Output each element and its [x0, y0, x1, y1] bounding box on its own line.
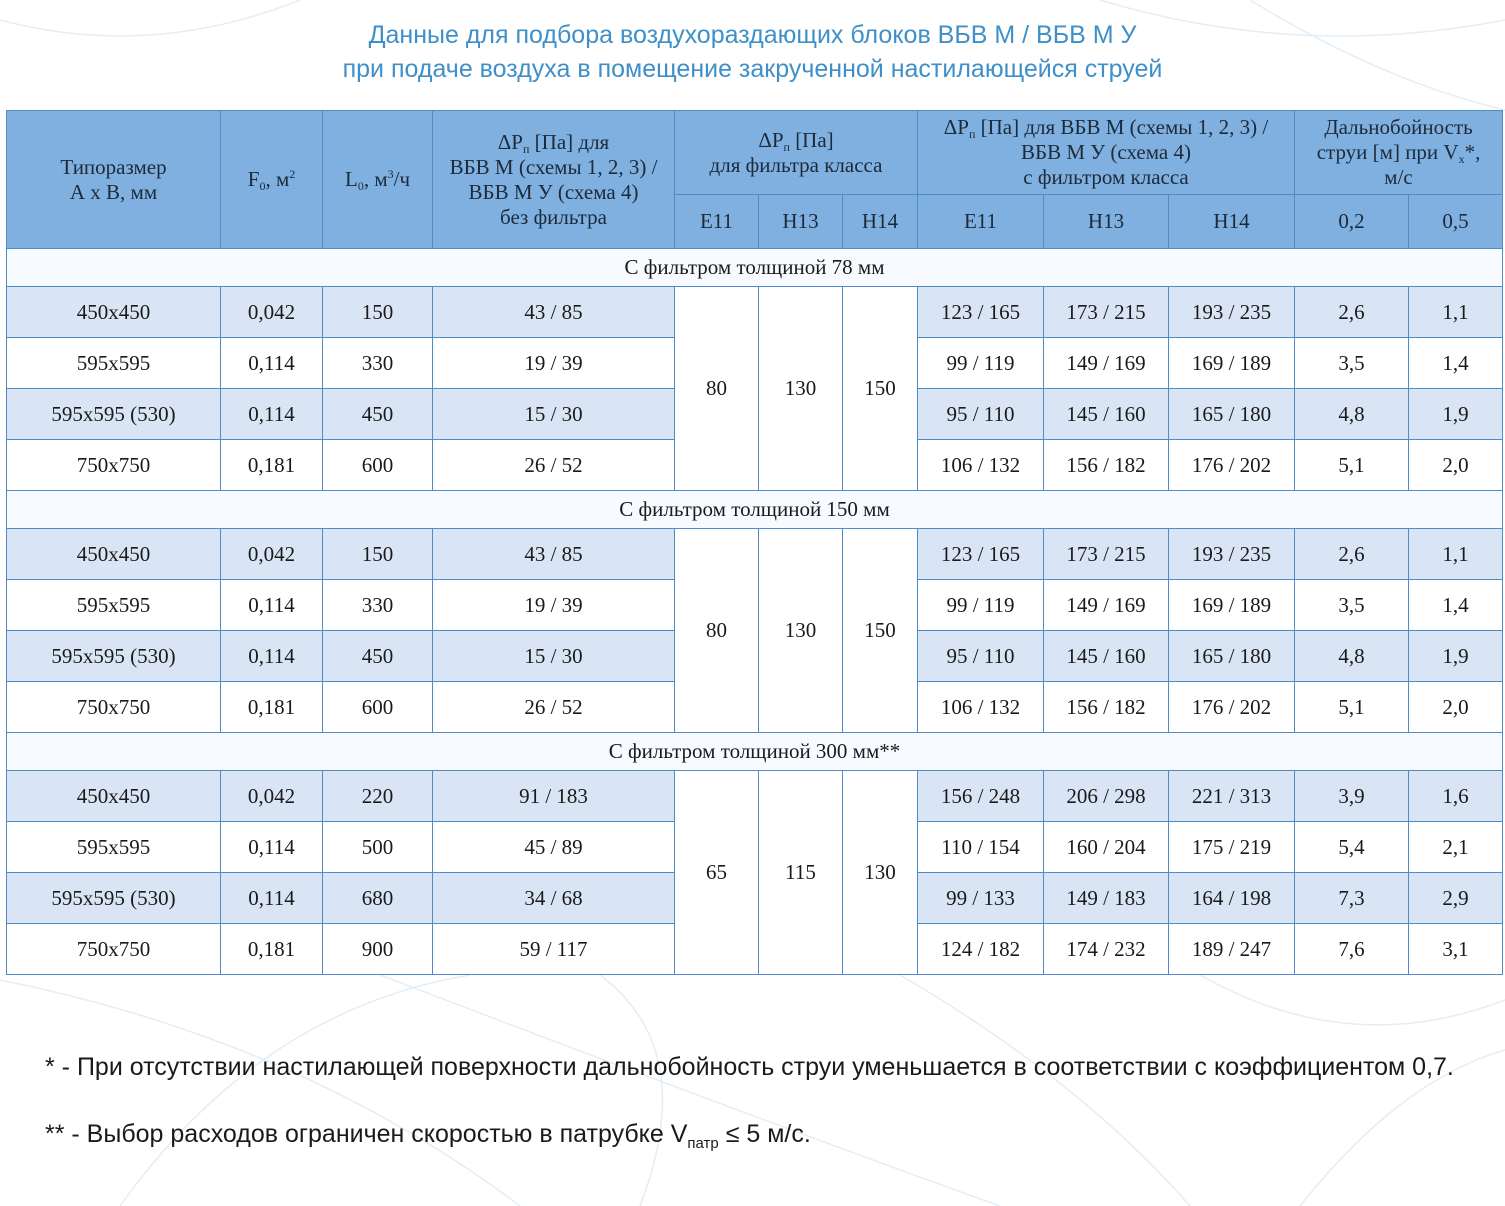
- cell-throw-02: 4,8: [1295, 631, 1409, 682]
- cell-filter-e11: 80: [675, 287, 759, 491]
- cell-total-h13: 156 / 182: [1044, 682, 1169, 733]
- section-label: С фильтром толщиной 300 мм**: [7, 733, 1503, 771]
- cell-total-e11: 95 / 110: [918, 631, 1044, 682]
- cell-total-e11: 99 / 119: [918, 580, 1044, 631]
- cell-size: 450х450: [7, 529, 221, 580]
- cell-throw-02: 5,1: [1295, 682, 1409, 733]
- header-filter-h13: Н13: [759, 195, 843, 249]
- cell-throw-02: 2,6: [1295, 529, 1409, 580]
- cell-dp: 91 / 183: [433, 771, 675, 822]
- cell-l0: 600: [323, 682, 433, 733]
- header-filter-h14: Н14: [843, 195, 918, 249]
- cell-total-h14: 175 / 219: [1169, 822, 1295, 873]
- cell-filter-h13: 115: [759, 771, 843, 975]
- cell-total-h14: 165 / 180: [1169, 389, 1295, 440]
- cell-l0: 330: [323, 338, 433, 389]
- cell-throw-05: 1,4: [1409, 338, 1503, 389]
- cell-l0: 330: [323, 580, 433, 631]
- cell-throw-02: 3,9: [1295, 771, 1409, 822]
- cell-size: 750х750: [7, 440, 221, 491]
- cell-filter-h14: 150: [843, 529, 918, 733]
- cell-total-h14: 193 / 235: [1169, 287, 1295, 338]
- header-total-e11: Е11: [918, 195, 1044, 249]
- cell-total-h13: 173 / 215: [1044, 529, 1169, 580]
- cell-size: 595х595 (530): [7, 873, 221, 924]
- header-dp-no-filter: $\Delta Р_п$ [Па] для ВБВ М (схемы 1, 2, 3) / ВБВ М У (схема 4) без фильтра: [433, 111, 675, 249]
- cell-total-h14: 169 / 189: [1169, 580, 1295, 631]
- cell-l0: 150: [323, 287, 433, 338]
- cell-dp: 19 / 39: [433, 338, 675, 389]
- cell-f0: 0,042: [221, 771, 323, 822]
- cell-f0: 0,042: [221, 287, 323, 338]
- cell-throw-05: 2,0: [1409, 440, 1503, 491]
- cell-throw-02: 3,5: [1295, 580, 1409, 631]
- cell-dp: 34 / 68: [433, 873, 675, 924]
- cell-dp: 15 / 30: [433, 631, 675, 682]
- cell-total-h14: 164 / 198: [1169, 873, 1295, 924]
- cell-total-e11: 123 / 165: [918, 529, 1044, 580]
- cell-l0: 450: [323, 631, 433, 682]
- cell-dp: 45 / 89: [433, 822, 675, 873]
- header-throw: Дальнобойность струи [м] при $V_x*$, м/с: [1295, 111, 1503, 195]
- cell-total-h14: 221 / 313: [1169, 771, 1295, 822]
- cell-throw-02: 7,3: [1295, 873, 1409, 924]
- cell-total-e11: 106 / 132: [918, 440, 1044, 491]
- header-velocity-05: 0,5: [1409, 195, 1503, 249]
- header-total-h14: Н14: [1169, 195, 1295, 249]
- cell-throw-02: 5,4: [1295, 822, 1409, 873]
- selection-data-table: [6, 110, 1503, 975]
- cell-total-e11: 99 / 133: [918, 873, 1044, 924]
- cell-throw-02: 7,6: [1295, 924, 1409, 975]
- section-label: С фильтром толщиной 78 мм: [7, 249, 1503, 287]
- cell-dp: 43 / 85: [433, 287, 675, 338]
- cell-total-h14: 165 / 180: [1169, 631, 1295, 682]
- table-row: [7, 529, 1503, 580]
- cell-total-e11: 95 / 110: [918, 389, 1044, 440]
- cell-filter-h14: 150: [843, 287, 918, 491]
- cell-f0: 0,181: [221, 440, 323, 491]
- cell-l0: 900: [323, 924, 433, 975]
- header-filter-e11: Е11: [675, 195, 759, 249]
- cell-total-h13: 149 / 183: [1044, 873, 1169, 924]
- cell-filter-h13: 130: [759, 287, 843, 491]
- cell-total-e11: 106 / 132: [918, 682, 1044, 733]
- cell-filter-h14: 130: [843, 771, 918, 975]
- cell-size: 750х750: [7, 682, 221, 733]
- cell-filter-e11: 80: [675, 529, 759, 733]
- cell-f0: 0,114: [221, 631, 323, 682]
- cell-l0: 680: [323, 873, 433, 924]
- cell-total-h13: 145 / 160: [1044, 389, 1169, 440]
- header-dp-filter: $\Delta Р_п$ [Па] для фильтра класса: [675, 111, 918, 195]
- cell-throw-02: 3,5: [1295, 338, 1409, 389]
- cell-throw-05: 1,6: [1409, 771, 1503, 822]
- cell-total-e11: 99 / 119: [918, 338, 1044, 389]
- table-row: [7, 771, 1503, 822]
- header-total-h13: Н13: [1044, 195, 1169, 249]
- cell-total-h13: 149 / 169: [1044, 338, 1169, 389]
- cell-total-h14: 169 / 189: [1169, 338, 1295, 389]
- cell-f0: 0,114: [221, 338, 323, 389]
- cell-size: 595х595 (530): [7, 631, 221, 682]
- cell-throw-05: 1,9: [1409, 389, 1503, 440]
- title-line-2: при подаче воздуха в помещение закрученной настилающейся струей: [342, 55, 1163, 83]
- cell-throw-05: 3,1: [1409, 924, 1503, 975]
- cell-dp: 26 / 52: [433, 440, 675, 491]
- cell-throw-05: 1,4: [1409, 580, 1503, 631]
- cell-l0: 500: [323, 822, 433, 873]
- cell-size: 595х595: [7, 580, 221, 631]
- footnote-1: * - При отсутствии настилающей поверхности дальнобойность струи уменьшается в соответствии с коэффициентом 0,7.: [45, 1053, 1454, 1081]
- cell-throw-05: 2,9: [1409, 873, 1503, 924]
- footnotes: [7, 1050, 1500, 1151]
- cell-total-h13: 149 / 169: [1044, 580, 1169, 631]
- cell-throw-05: 1,1: [1409, 287, 1503, 338]
- cell-size: 450х450: [7, 771, 221, 822]
- cell-dp: 19 / 39: [433, 580, 675, 631]
- cell-filter-h13: 130: [759, 529, 843, 733]
- cell-throw-02: 5,1: [1295, 440, 1409, 491]
- cell-throw-05: 2,1: [1409, 822, 1503, 873]
- header-size: Типоразмер А х В, мм: [7, 111, 221, 249]
- cell-throw-02: 4,8: [1295, 389, 1409, 440]
- cell-f0: 0,181: [221, 924, 323, 975]
- cell-total-e11: 110 / 154: [918, 822, 1044, 873]
- cell-dp: 15 / 30: [433, 389, 675, 440]
- header-dp-total: $\Delta Р_п$ [Па] для ВБВ М (схемы 1, 2, 3) / ВБВ М У (схема 4) с фильтром класса: [918, 111, 1295, 195]
- cell-l0: 150: [323, 529, 433, 580]
- cell-total-h14: 193 / 235: [1169, 529, 1295, 580]
- cell-f0: 0,114: [221, 389, 323, 440]
- cell-total-e11: 123 / 165: [918, 287, 1044, 338]
- cell-total-h13: 206 / 298: [1044, 771, 1169, 822]
- footnote-2: ** - Выбор расходов ограничен скоростью в патрубке $V_{патр} \le 5$ м/с.: [45, 1120, 811, 1152]
- header-velocity-02: 0,2: [1295, 195, 1409, 249]
- cell-f0: 0,114: [221, 580, 323, 631]
- cell-throw-05: 2,0: [1409, 682, 1503, 733]
- cell-total-h14: 176 / 202: [1169, 682, 1295, 733]
- cell-size: 450х450: [7, 287, 221, 338]
- cell-size: 595х595: [7, 822, 221, 873]
- table-row: [7, 287, 1503, 338]
- cell-l0: 220: [323, 771, 433, 822]
- section-label: С фильтром толщиной 150 мм: [7, 491, 1503, 529]
- cell-l0: 450: [323, 389, 433, 440]
- header-l0: $L_0$, $м^3/ч$: [323, 111, 433, 249]
- header-f0: $F_0$, $м^2$: [221, 111, 323, 249]
- cell-dp: 43 / 85: [433, 529, 675, 580]
- cell-filter-e11: 65: [675, 771, 759, 975]
- cell-total-h14: 189 / 247: [1169, 924, 1295, 975]
- cell-f0: 0,181: [221, 682, 323, 733]
- title-line-1: Данные для подбора воздухораздающих блоков ВБВ М / ВБВ М У: [368, 21, 1137, 49]
- cell-size: 750х750: [7, 924, 221, 975]
- document-title: [0, 18, 1505, 86]
- cell-f0: 0,114: [221, 822, 323, 873]
- cell-l0: 600: [323, 440, 433, 491]
- cell-total-h14: 176 / 202: [1169, 440, 1295, 491]
- cell-throw-05: 1,1: [1409, 529, 1503, 580]
- cell-total-h13: 156 / 182: [1044, 440, 1169, 491]
- cell-f0: 0,114: [221, 873, 323, 924]
- cell-dp: 59 / 117: [433, 924, 675, 975]
- cell-size: 595х595: [7, 338, 221, 389]
- cell-total-e11: 156 / 248: [918, 771, 1044, 822]
- cell-total-e11: 124 / 182: [918, 924, 1044, 975]
- cell-size: 595х595 (530): [7, 389, 221, 440]
- cell-dp: 26 / 52: [433, 682, 675, 733]
- cell-total-h13: 174 / 232: [1044, 924, 1169, 975]
- cell-throw-05: 1,9: [1409, 631, 1503, 682]
- cell-total-h13: 173 / 215: [1044, 287, 1169, 338]
- cell-f0: 0,042: [221, 529, 323, 580]
- cell-throw-02: 2,6: [1295, 287, 1409, 338]
- cell-total-h13: 160 / 204: [1044, 822, 1169, 873]
- cell-total-h13: 145 / 160: [1044, 631, 1169, 682]
